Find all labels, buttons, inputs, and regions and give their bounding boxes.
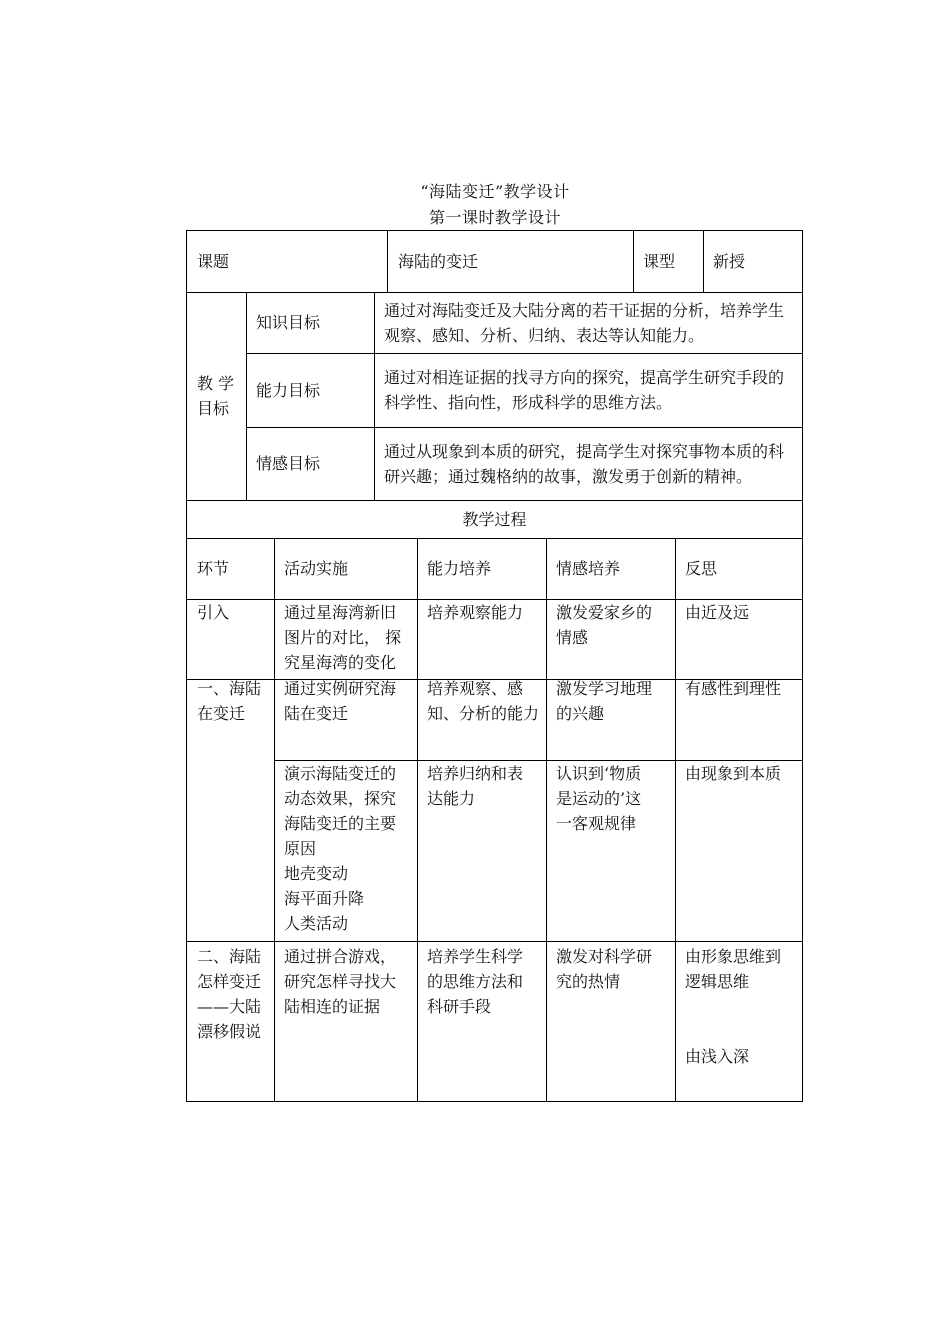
activity-cell: 通过拼合游戏， 研究怎样寻找大 陆相连的证据	[284, 947, 397, 1016]
column-header: 情感培养	[556, 559, 621, 578]
reflection-cell: 由现象到本质	[685, 764, 782, 783]
objective-text: 通过对海陆变迁及大陆分离的若干证据的分析，培养学生 观察、感知、分析、归纳、表达等认知能力。	[384, 300, 785, 345]
objectives-group-label: 教 学 目标	[197, 374, 235, 418]
column-header: 反思	[685, 559, 718, 578]
topic-value: 海陆的变迁	[398, 252, 479, 271]
activity-cell: 通过星海湾新旧 图片的对比， 探 究星海湾的变化	[284, 603, 402, 672]
process-heading: 教学过程	[462, 509, 527, 529]
column-header: 能力培养	[427, 559, 492, 578]
ability-cell: 培养观察能力	[427, 603, 524, 622]
emotion-cell: 激发对科学研 究的热情	[556, 947, 653, 991]
reflection-cell: 由浅入深	[685, 1047, 750, 1066]
objective-text: 通过从现象到本质的研究，提高学生对探究事物本质的科 研兴趣；通过魏格纳的故事，激发勇于创新的精神。	[384, 441, 785, 486]
objective-text: 通过对相连证据的找寻方向的探究，提高学生研究手段的 科学性、指向性，形成科学的思维方法。	[384, 368, 785, 412]
lesson-type-value: 新授	[713, 252, 746, 271]
document-title: “海陆变迁”教学设计	[420, 182, 570, 201]
lesson-type-label: 课型	[643, 252, 676, 271]
emotion-cell: 激发学习地理 的兴趣	[556, 679, 653, 723]
document-subtitle: 第一课时教学设计	[428, 208, 561, 227]
activity-cell: 演示海陆变迁的 动态效果，探究 海陆变迁的主要 原因 地壳变动 海平面升降 人类活动	[284, 764, 397, 933]
stage-cell: 二、海陆 怎样变迁 ——大陆 漂移假说	[197, 947, 262, 1041]
ability-cell: 培养观察、感 知、分析的能力	[427, 679, 540, 723]
column-header: 活动实施	[284, 559, 349, 578]
lesson-plan-table	[186, 230, 803, 1102]
ability-cell: 培养学生科学 的思维方法和 科研手段	[427, 947, 524, 1016]
ability-cell: 培养归纳和表 达能力	[427, 764, 524, 808]
activity-cell: 通过实例研究海 陆在变迁	[284, 679, 397, 723]
emotion-cell: 激发爱家乡的 情感	[556, 603, 653, 647]
column-header: 环节	[197, 559, 230, 578]
emotion-cell: 认识到‘物质 是运动的’这 一客观规律	[556, 764, 642, 833]
reflection-cell: 有感性到理性	[685, 679, 782, 698]
reflection-cell: 由形象思维到 逻辑思维	[685, 947, 782, 991]
reflection-cell: 由近及远	[685, 603, 750, 622]
objective-label: 能力目标	[256, 380, 321, 400]
objective-label: 情感目标	[256, 454, 321, 473]
objective-label: 知识目标	[256, 313, 321, 332]
stage-cell: 引入	[197, 603, 230, 622]
topic-label: 课题	[197, 252, 230, 271]
stage-cell: 一、海陆 在变迁	[197, 679, 262, 723]
